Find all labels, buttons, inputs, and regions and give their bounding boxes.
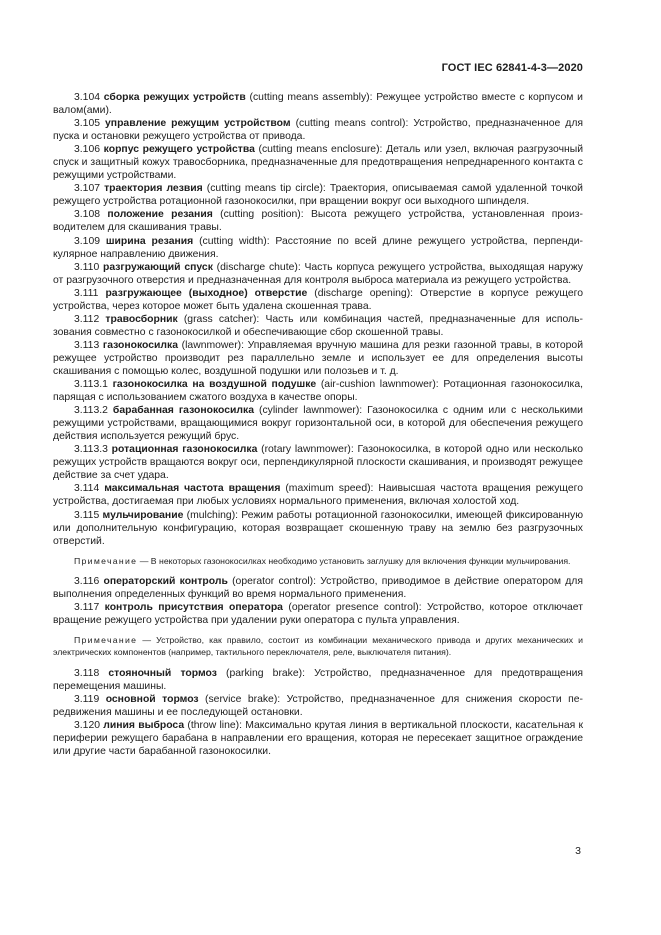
definition-entry	[53, 667, 583, 693]
entry-term: максимальная частота вращения	[104, 483, 281, 495]
definition-entry	[53, 482, 583, 508]
entry-text: (air-cushion lawnmower): Ротационная газонокосилка, парящая с использованием сжатого воздуха в качестве опоры.	[53, 379, 583, 404]
entry-number: 3.112	[74, 313, 100, 325]
definition-entry	[53, 404, 583, 443]
definition-entry	[53, 509, 583, 548]
entry-term: траектория лезвия	[104, 183, 203, 195]
entry-text: (cutting width): Расстояние по всей длине режущего устройства, перпендикулярное направлению движения.	[53, 235, 584, 260]
note	[53, 556, 583, 568]
entry-number: 3.115	[74, 509, 100, 521]
entry-text: (cutting means control): Устройство, предназначенное для пуска и остановки режущего устройства от привода.	[53, 118, 584, 143]
entry-text: (operator control): Устройство, приводимое в действие оператором для выполнения определенных функций во время нормального применения.	[53, 576, 583, 601]
definition-entry	[53, 719, 583, 758]
definition-entry	[53, 693, 583, 719]
definition-entry	[53, 601, 583, 627]
entry-number: 3.108	[74, 209, 101, 221]
entry-text: (discharge chute): Часть корпуса режущего устройства, выходящая наружу от разгрузочного отверстия и предназначенная для контроля выброса материала из режущего устройства.	[53, 261, 583, 286]
definition-entry	[53, 235, 583, 261]
entry-number: 3.111	[74, 287, 99, 299]
entry-number: 3.114	[74, 483, 100, 495]
entry-number: 3.120	[74, 719, 101, 731]
entry-term: газонокосилка на воздушной подушке	[112, 379, 317, 391]
entry-term: стояночный тормоз	[108, 667, 217, 679]
entry-number: 3.110	[74, 261, 100, 273]
document-header: ГОСТ IEC 62841-4-3—2020	[441, 62, 583, 74]
entry-number: 3.117	[74, 602, 100, 614]
entry-text: (maximum speed): Наивысшая частота вращения режущего устройства, достигаемая при любых условиях нормального применения, включая холостой ход.	[53, 483, 583, 508]
entry-term: положение резания	[107, 209, 213, 221]
entry-term: газонокосилка	[102, 339, 179, 351]
note	[53, 635, 583, 658]
definition-entry	[53, 443, 583, 482]
document-body	[53, 91, 583, 758]
entry-term: мульчирование	[102, 509, 184, 521]
entry-text: (cutting means assembly): Режущее устройство вместе с корпусом и валом(ами).	[53, 92, 583, 117]
entry-text: (grass catcher): Часть или комбинация частей, предназначенные для использования совместно с газонокосилкой и обеспечивающие сбор скошенной травы.	[53, 313, 583, 338]
entry-number: 3.113.2	[74, 405, 108, 417]
entry-term: управление режущим устройством	[105, 118, 291, 130]
definition-entry	[53, 339, 583, 378]
entry-number: 3.104	[74, 92, 101, 103]
definition-entry	[53, 91, 583, 117]
entry-text: (service brake): Устройство, предназначенное для снижения скорости передвижения машины и ее последующей остановки.	[53, 693, 583, 718]
entry-number: 3.113	[74, 339, 100, 351]
entry-term: контроль присутствия оператора	[104, 602, 283, 614]
page-number: 3	[575, 845, 581, 857]
entry-number: 3.118	[74, 667, 100, 679]
entry-number: 3.106	[74, 144, 101, 156]
definition-entry	[53, 208, 583, 234]
entry-number: 3.119	[74, 693, 100, 705]
entry-number: 3.105	[74, 118, 101, 130]
entry-term: корпус режущего устройства	[103, 144, 255, 156]
note-text: — В некоторых газонокосилках необходимо установить заглушку для включения функции мульчирования.	[137, 555, 571, 566]
entry-text: (parking brake): Устройство, предназначенное для предотвращения перемещения машины.	[53, 667, 583, 692]
entry-text: (throw line): Максимально крутая линия в вертикальной плоскости, касательная к периферии режущего барабана в направлении его вращения, которая не пересекает защитное ограждение или другие части барабанной газонокосилки.	[53, 719, 583, 757]
entry-term: линия выброса	[103, 719, 185, 731]
definition-entry	[53, 182, 583, 208]
definition-entry	[53, 143, 583, 182]
entry-term: барабанная газонокосилка	[112, 405, 254, 417]
entry-term: ротационная газонокосилка	[111, 444, 258, 456]
definition-entry	[53, 575, 583, 601]
entry-term: ширина резания	[105, 235, 194, 247]
definition-entry	[53, 378, 583, 404]
definition-entry	[53, 313, 583, 339]
entry-number: 3.109	[74, 235, 101, 247]
entry-text: (cylinder lawnmower): Газонокосилка с одним или с несколькими режущими устройствами, вращающимися вокруг горизонтальной оси, в которой для обеспечения режущего действия используется режущий брус.	[53, 405, 583, 443]
entry-text: (discharge opening): Отверстие в корпусе режущего устройства, через которое может быть удалена скошенная трава.	[53, 287, 583, 312]
entry-text: (cutting means enclosure): Деталь или узел, включая разгрузочный спуск и защитный кожух травосборника, предназначенные для предотвращения непреднаренного контакта с режущими устройствами.	[53, 144, 583, 182]
entry-number: 3.113.3	[74, 444, 108, 456]
entry-term: операторский контроль	[103, 576, 228, 588]
entry-term: разгружающее (выходное) отверстие	[105, 287, 308, 299]
entry-term: основной тормоз	[105, 693, 199, 705]
definition-entry	[53, 287, 583, 313]
entry-term: разгружающий спуск	[103, 261, 213, 273]
note-label: Примечание	[74, 635, 138, 646]
entry-number: 3.113.1	[74, 379, 108, 391]
entry-text: (lawnmower): Управляемая вручную машина для резки газонной травы, в которой режущее устройство производит рез параллельно земле и использует ее для определения высоты скашивания с помощью колес, воздушной подушки или полозьев и т. д.	[53, 339, 584, 377]
entry-number: 3.107	[74, 183, 101, 195]
entry-text: (cutting position): Высота режущего устройства, установленная производителем для скашивания травы.	[53, 209, 583, 234]
definition-entry	[53, 261, 583, 287]
entry-text: (cutting means tip circle): Траектория, описываемая самой удаленной точкой режущего устройства ротационной газонокосилки, при вращении вокруг оси выходного шпинделя.	[53, 183, 583, 208]
entry-number: 3.116	[74, 576, 100, 588]
entry-text: (mulching): Режим работы ротационной газонокосилки, имеющей фиксированную или дополнительную конфигурацию, которая возвращает скошенную траву на землю без разгрузочных отверстий.	[53, 509, 583, 547]
entry-text: (rotary lawnmower): Газонокосилка, в которой одно или несколько режущих устройств вращаются вокруг оси, перпендикулярной плоскости скашивания, и производят режущее действие за счет удара.	[53, 444, 583, 482]
note-text: — Устройство, как правило, состоит из комбинации механического привода и других механических и электрических компонентов (например, тактильного переключателя, реле, выключателя питания).	[53, 635, 583, 658]
entry-term: травосборник	[105, 313, 178, 325]
note-label: Примечание	[74, 555, 138, 566]
definition-entry	[53, 117, 583, 143]
entry-term: сборка режущих устройств	[103, 92, 246, 103]
entry-text: (operator presence control): Устройство, которое отключает вращение режущего устройства при удалении руки оператора с пульта управления.	[53, 602, 583, 627]
